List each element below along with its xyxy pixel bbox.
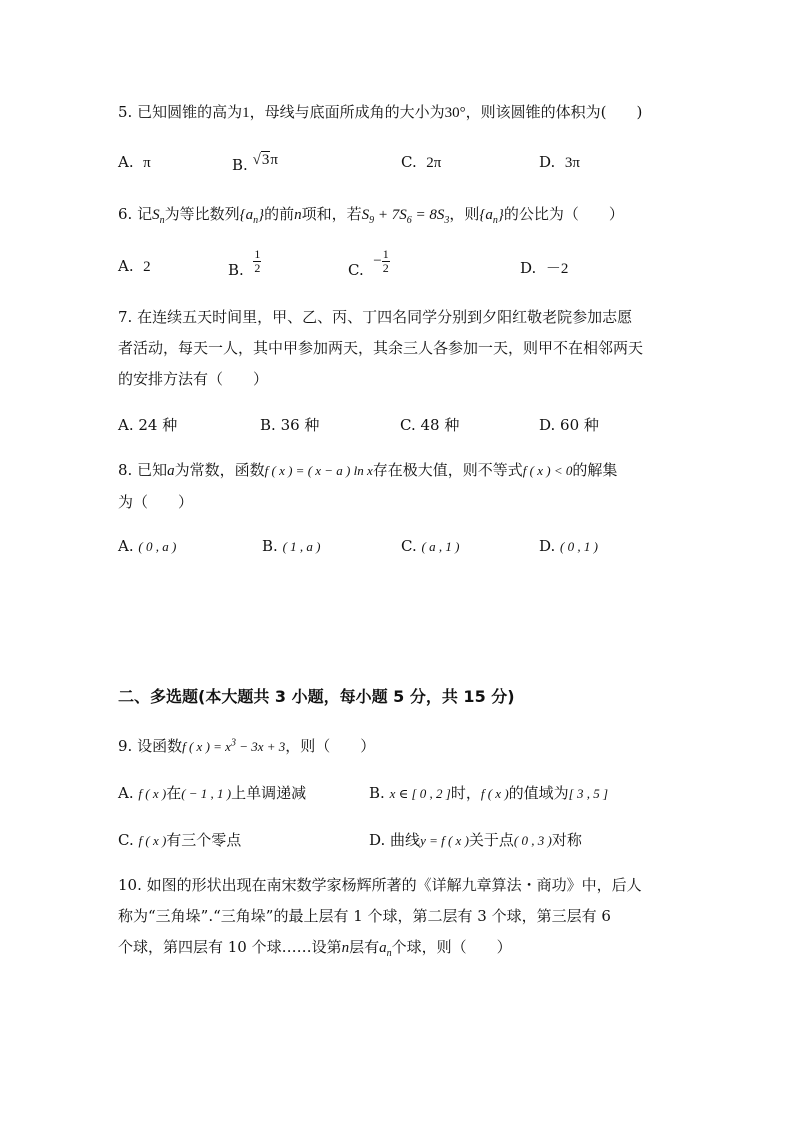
q9-option-b: B. x ∈ [ 0 , 2 ]时，f ( x )的值域为[ 3 , 5 ] bbox=[369, 784, 609, 802]
q6-option-c: C. − $\frac{1}{2}$ bbox=[348, 247, 389, 280]
q7-option-c: C. 48 种 bbox=[400, 416, 460, 434]
q8-option-b: B. ( 1 , a ) bbox=[262, 537, 321, 555]
question-10-line-3: 个球，第四层有 10 个球……设第n层有$a_n$个球，则（ ） bbox=[118, 938, 512, 959]
q7-option-b: B. 36 种 bbox=[260, 416, 320, 434]
q9-option-a: A. f ( x )在( − 1 , 1 )上单调递减 bbox=[118, 784, 307, 802]
q9-option-c: C. f ( x )有三个零点 bbox=[118, 831, 242, 849]
q8-option-d: D. ( 0 , 1 ) bbox=[539, 537, 598, 555]
q6-option-b: B. $\frac{1}{2}$ bbox=[228, 247, 261, 280]
question-6-stem: 6. 记$S_n$为等比数列$\{a_n\}$的前n项和，若$S_9 + 7S_6 = 8S_3$，则$\{a_n\}$的公比为（ ） bbox=[118, 205, 624, 226]
q6-option-d: D. －2 bbox=[520, 259, 569, 277]
question-7-line-2: 者活动，每天一人，其中甲参加两天，其余三人各参加一天，则甲不在相邻两天 bbox=[118, 339, 644, 357]
q5-option-d: D. 3π bbox=[539, 153, 580, 171]
question-5-stem: 5. 已知圆锥的高为1，母线与底面所成角的大小为30°，则该圆锥的体积为( ) bbox=[118, 103, 643, 121]
q8-option-c: C. ( a , 1 ) bbox=[401, 537, 460, 555]
question-10-line-2: 称为“三角垛”.“三角垛”的最上层有 1 个球，第二层有 3 个球，第三层有 6 bbox=[118, 907, 611, 925]
q5-option-a: A. π bbox=[118, 153, 151, 171]
q5-option-b: B. √3π bbox=[232, 152, 278, 174]
question-8-line-1: 8. 已知a为常数，函数f ( x ) = ( x − a ) ln x存在极大值，则不等式f ( x ) < 0的解集 bbox=[118, 461, 618, 479]
section-2-heading: 二、多选题(本大题共 3 小题，每小题 5 分，共 15 分) bbox=[118, 687, 515, 706]
q7-option-d: D. 60 种 bbox=[539, 416, 599, 434]
q8-option-a: A. ( 0 , a ) bbox=[118, 537, 177, 555]
question-10-line-1: 10. 如图的形状出现在南宋数学家杨辉所著的《详解九章算法・商功》中，后人 bbox=[118, 876, 642, 894]
question-9-stem: 9. 设函数f ( x ) = $x^3 - 3x + 3$，则（ ） bbox=[118, 737, 376, 755]
q7-option-a: A. 24 种 bbox=[118, 416, 178, 434]
q9-option-d: D. 曲线y = f ( x )关于点( 0 , 3 )对称 bbox=[369, 831, 582, 849]
q5-option-c: C. 2π bbox=[401, 153, 442, 171]
question-7-line-3: 的安排方法有（ ） bbox=[118, 370, 269, 388]
q6-option-a: A. 2 bbox=[118, 257, 151, 275]
question-8-line-2: 为（ ） bbox=[118, 493, 194, 511]
question-7-line-1: 7. 在连续五天时间里，甲、乙、丙、丁四名同学分别到夕阳红敬老院参加志愿 bbox=[118, 308, 633, 326]
